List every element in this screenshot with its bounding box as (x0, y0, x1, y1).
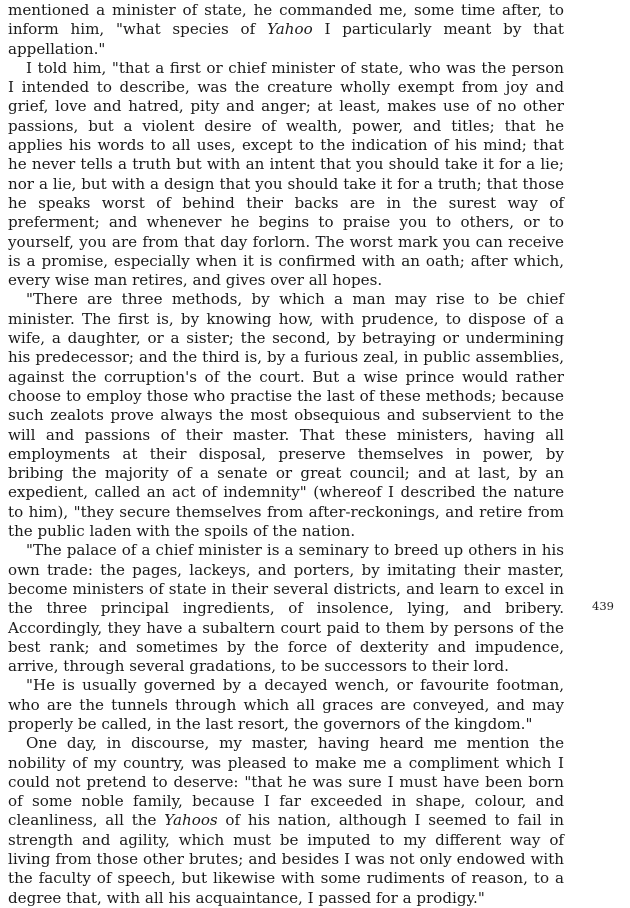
text-run: mentioned a minister of state, he commanded me, some time after, to inform him, "what species of (8, 1, 564, 39)
italic-text: Yahoos (164, 811, 218, 830)
paragraph (8, 59, 564, 291)
text-run: "The palace of a chief minister is a seminary to breed up others in his own trade: the pages, lackeys, and porters, by imitating their master, become ministers of state in their several districts, and learn to excel in the three principal ingredients, of insolence, lying, and bribery. Accordingly, they have a subaltern court paid to them by persons of the best rank; and sometimes by the force of dexterity and impudence, arrive, through several gradations, to be successors to their lord. (8, 541, 564, 676)
text-run: "He is usually governed by a decayed wench, or favourite footman, who are the tunnels through which all graces are conveyed, and may properly be called, in the last resort, the governors of the kingdom." (8, 676, 564, 733)
page-text-body (8, 1, 564, 908)
text-run: "There are three methods, by which a man may rise to be chief minister. The first is, by knowing how, with prudence, to dispose of a wife, a daughter, or a sister; the second, by betraying or undermining his predecessor; and the third is, by a furious zeal, in public assemblies, against the corruption's of the court. But a wise prince would rather choose to employ those who practise the last of these methods; because such zealots prove always the most obsequious and subservient to the will and passions of their master. That these ministers, having all employments at their disposal, preserve themselves in power, by bribing the majority of a senate or great council; and at last, by an expedient, called an act of indemnity" (whereof I described the nature to him), "they secure themselves from after-reckonings, and retire from the public laden with the spoils of the nation. (8, 290, 564, 541)
text-run: I particularly meant by that appellation." (8, 20, 564, 58)
page-number: 439 (592, 599, 614, 613)
paragraph (8, 1, 564, 59)
paragraph (8, 290, 564, 541)
text-run: of his nation, although I seemed to fail in strength and agility, which must be imputed to my different way of living from those other brutes; and besides I was not only endowed with the faculty of speech, but likewise with some rudiments of reason, to a degree that, with all his acquaintance, I passed for a prodigy." (8, 811, 565, 907)
paragraph (8, 676, 564, 734)
text-run: One day, in discourse, my master, having heard me mention the nobility of my country, was pleased to make me a compliment which I could not pretend to deserve: "that he was sure I must have been born of some noble family, because I far exceeded in shape, colour, and cleanliness, all the (8, 734, 564, 830)
italic-text: Yahoo (266, 20, 313, 39)
paragraph (8, 734, 564, 908)
text-run: I told him, "that a first or chief minister of state, who was the person I intended to describe, was the creature wholly exempt from joy and grief, love and hatred, pity and anger; at least, makes use of no other passions, but a violent desire of wealth, power, and titles; that he applies his words to all uses, except to the indication of his mind; that he never tells a truth but with an intent that you should take it for a lie; nor a lie, but with a design that you should take it for a truth; that those he speaks worst of behind their backs are in the surest way of preferment; and whenever he begins to praise you to others, or to yourself, you are from that day forlorn. The worst mark you can receive is a promise, especially when it is confirmed with an oath; after which, every wise man retires, and gives over all hopes. (8, 58, 564, 290)
paragraph (8, 541, 564, 676)
